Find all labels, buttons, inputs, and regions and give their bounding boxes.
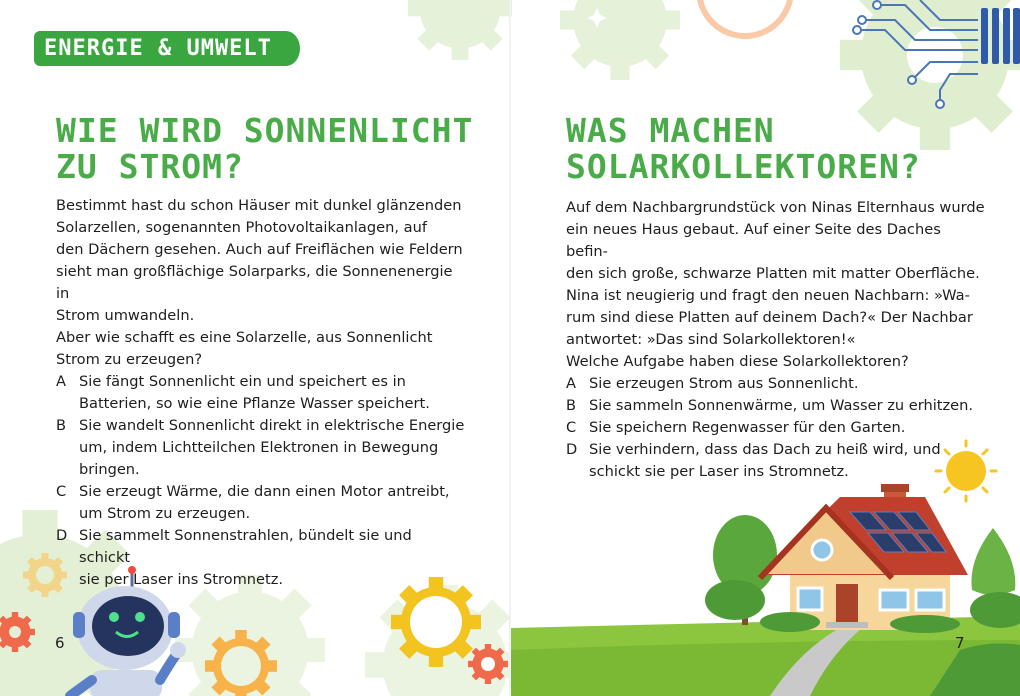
- option-text: um, indem Lichtteilchen Elektronen in Bewegung: [79, 439, 439, 456]
- answer-option-b: [566, 395, 986, 417]
- intro-line: den sich große, schwarze Platten mit matter Oberfläche.: [566, 265, 980, 282]
- tree-icon: [970, 528, 1020, 628]
- option-text: Sie wandelt Sonnenlicht direkt in elektrische Energie: [79, 417, 465, 434]
- house-illustration: [760, 484, 968, 633]
- question-line: Welche Aufgabe haben diese Solarkollektoren?: [566, 353, 909, 370]
- left-title-line2: ZU STROM?: [56, 147, 244, 186]
- option-letter: A: [566, 375, 576, 392]
- intro-line: Bestimmt hast du schon Häuser mit dunkel glänzenden: [56, 197, 462, 214]
- intro-line: Nina ist neugierig und fragt den neuen Nachbarn: »Wa-: [566, 287, 970, 304]
- intro-line: ein neues Haus gebaut. Auf einer Seite des Daches befin-: [566, 221, 941, 260]
- right-page-title: [566, 113, 921, 185]
- option-text: schickt sie per Laser ins Stromnetz.: [589, 463, 849, 480]
- option-letter: B: [56, 417, 67, 434]
- intro-line: rum sind diese Platten auf deinem Dach?« Der Nachbar: [566, 309, 973, 326]
- option-text: Sie erzeugen Strom aus Sonnenlicht.: [589, 375, 859, 392]
- intro-line: Strom umwandeln.: [56, 307, 195, 324]
- left-title-line1: WIE WIRD SONNENLICHT: [56, 111, 474, 150]
- page-number-left: 6: [55, 634, 65, 652]
- option-text: bringen.: [79, 461, 140, 478]
- right-page-body: [566, 197, 986, 483]
- gear-icon: [699, 0, 791, 36]
- option-letter: B: [566, 397, 577, 414]
- option-text: Sie fängt Sonnenlicht ein und speichert es in: [79, 373, 406, 390]
- answer-option-a: [566, 373, 986, 395]
- left-page-title: [56, 113, 473, 185]
- option-letter: C: [56, 483, 67, 500]
- left-page-body: [56, 195, 466, 591]
- section-badge: ENERGIE & UMWELT: [34, 31, 286, 66]
- question-line: Strom zu erzeugen?: [56, 351, 203, 368]
- option-text: um Strom zu erzeugen.: [79, 505, 251, 522]
- option-text: sie per Laser ins Stromnetz.: [79, 571, 284, 588]
- intro-line: Solarzellen, sogenannten Photovoltaikanlagen, auf: [56, 219, 427, 236]
- book-gutter: [509, 0, 511, 696]
- answer-option-c: [566, 417, 986, 439]
- option-text: Sie sammeln Sonnenwärme, um Wasser zu erhitzen.: [589, 397, 974, 414]
- option-text: Sie verhindern, dass das Dach zu heiß wird, und: [589, 441, 941, 458]
- option-letter: C: [566, 419, 577, 436]
- option-letter: A: [56, 373, 66, 390]
- option-letter: D: [56, 527, 68, 544]
- answer-option-d: [56, 525, 466, 591]
- option-text: Sie sammelt Sonnenstrahlen, bündelt sie und schickt: [79, 527, 412, 566]
- right-title-line1: WAS MACHEN: [566, 111, 775, 150]
- option-text: Batterien, so wie eine Pflanze Wasser speichert.: [79, 395, 430, 412]
- intro-line: Aber wie schafft es eine Solarzelle, aus Sonnenlicht: [56, 329, 433, 346]
- gear-icon: [408, 0, 512, 60]
- answer-option-a: [56, 371, 466, 415]
- option-letter: D: [566, 441, 578, 458]
- answer-options: [56, 371, 466, 591]
- answer-option-d: [566, 439, 986, 483]
- right-title-line2: SOLARKOLLEKTOREN?: [566, 147, 921, 186]
- page-number-right: 7: [955, 634, 965, 652]
- answer-option-c: [56, 481, 466, 525]
- gear-icon: [560, 0, 680, 80]
- intro-line: sieht man großflächige Solarparks, die Sonnenenergie in: [56, 263, 453, 302]
- intro-line: antwortet: »Das sind Solarkollektoren!«: [566, 331, 856, 348]
- option-text: Sie speichern Regenwasser für den Garten.: [589, 419, 906, 436]
- answer-options: [566, 373, 986, 483]
- answer-option-b: [56, 415, 466, 481]
- intro-line: Auf dem Nachbargrundstück von Ninas Elternhaus wurde: [566, 199, 985, 216]
- intro-line: den Dächern gesehen. Auch auf Freiflächen wie Feldern: [56, 241, 463, 258]
- option-text: Sie erzeugt Wärme, die dann einen Motor antreibt,: [79, 483, 450, 500]
